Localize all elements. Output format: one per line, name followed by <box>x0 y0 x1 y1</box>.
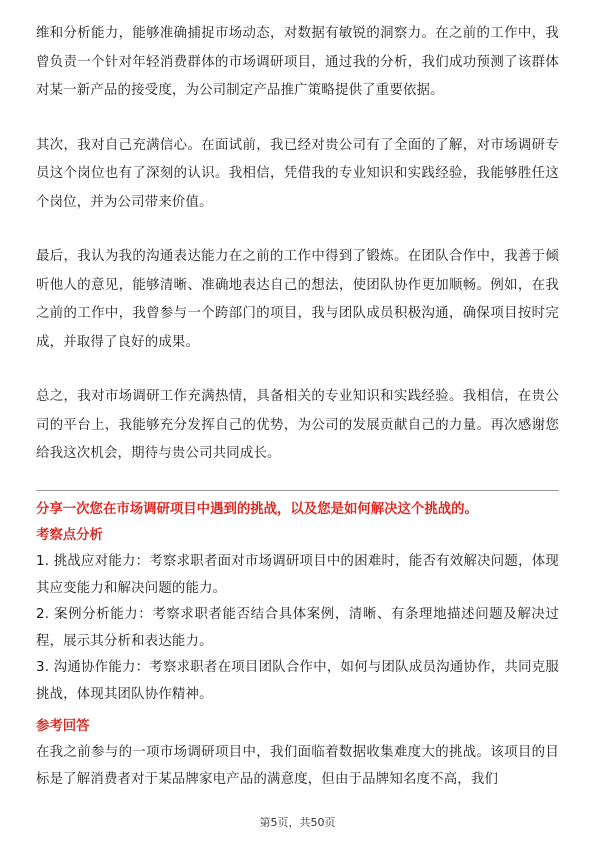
answer-heading: 参考回答 <box>36 719 90 734</box>
analysis-point: 2. 案例分析能力：考察求职者能否结合具体案例，清晰、有条理地描述问题及解决过程，展示其分析和表达能力。 <box>36 607 559 649</box>
document-body <box>36 20 559 469</box>
analysis-point: 1. 挑战应对能力：考察求职者面对市场调研项目中的困难时，能否有效解决问题，体现其应变能力和解决问题的能力。 <box>36 554 559 596</box>
analysis-heading: 考察点分析 <box>36 528 103 543</box>
question-section <box>36 497 559 793</box>
paragraph-analysis-skills: 维和分析能力，能够准确捕捉市场动态，对数据有敏锐的洞察力。在之前的工作中，我曾负责一个针对年轻消费群体的市场调研项目，通过我的分析，我们成功预测了该群体对某一新产品的接受度，为公司制定产品推广策略提供了重要依据。 <box>36 26 559 98</box>
interview-question: 分享一次您在市场调研项目中遇到的挑战，以及您是如何解决这个挑战的。 <box>36 502 478 517</box>
analysis-point: 3. 沟通协作能力：考察求职者在项目团队合作中，如何与团队成员沟通协作，共同克服挑战，体现其团队协作精神。 <box>36 660 559 702</box>
paragraph-conclusion: 总之，我对市场调研工作充满热情，具备相关的专业知识和实践经验。我相信，在贵公司的平台上，我能够充分发挥自己的优势，为公司的发展贡献自己的力量。再次感谢您给我这次机会，期待与贵公司共同成长。 <box>36 389 559 461</box>
paragraph-communication: 最后，我认为我的沟通表达能力在之前的工作中得到了锻炼。在团队合作中，我善于倾听他人的意见，能够清晰、准确地表达自己的想法，使团队协作更加顺畅。例如，在我之前的工作中，我曾参与一个跨部门的项目，我与团队成员积极沟通，确保项目按时完成，并取得了良好的成果。 <box>36 249 559 350</box>
answer-text: 在我之前参与的一项市场调研项目中，我们面临着数据收集难度大的挑战。该项目的目标是了解消费者对于某品牌家电产品的满意度，但由于品牌知名度不高，我们 <box>36 745 559 787</box>
paragraph-spacer <box>36 217 559 243</box>
section-divider <box>36 490 559 491</box>
paragraph-spacer <box>36 357 559 383</box>
paragraph-confidence: 其次，我对自己充满信心。在面试前，我已经对贵公司有了全面的了解，对市场调研专员这个岗位也有了深刻的认识。我相信，凭借我的专业知识和实践经验，我能够胜任这个岗位，并为公司带来价值。 <box>36 137 559 210</box>
paragraph-spacer <box>36 106 559 132</box>
page-number: 第5页，共50页 <box>259 816 336 829</box>
